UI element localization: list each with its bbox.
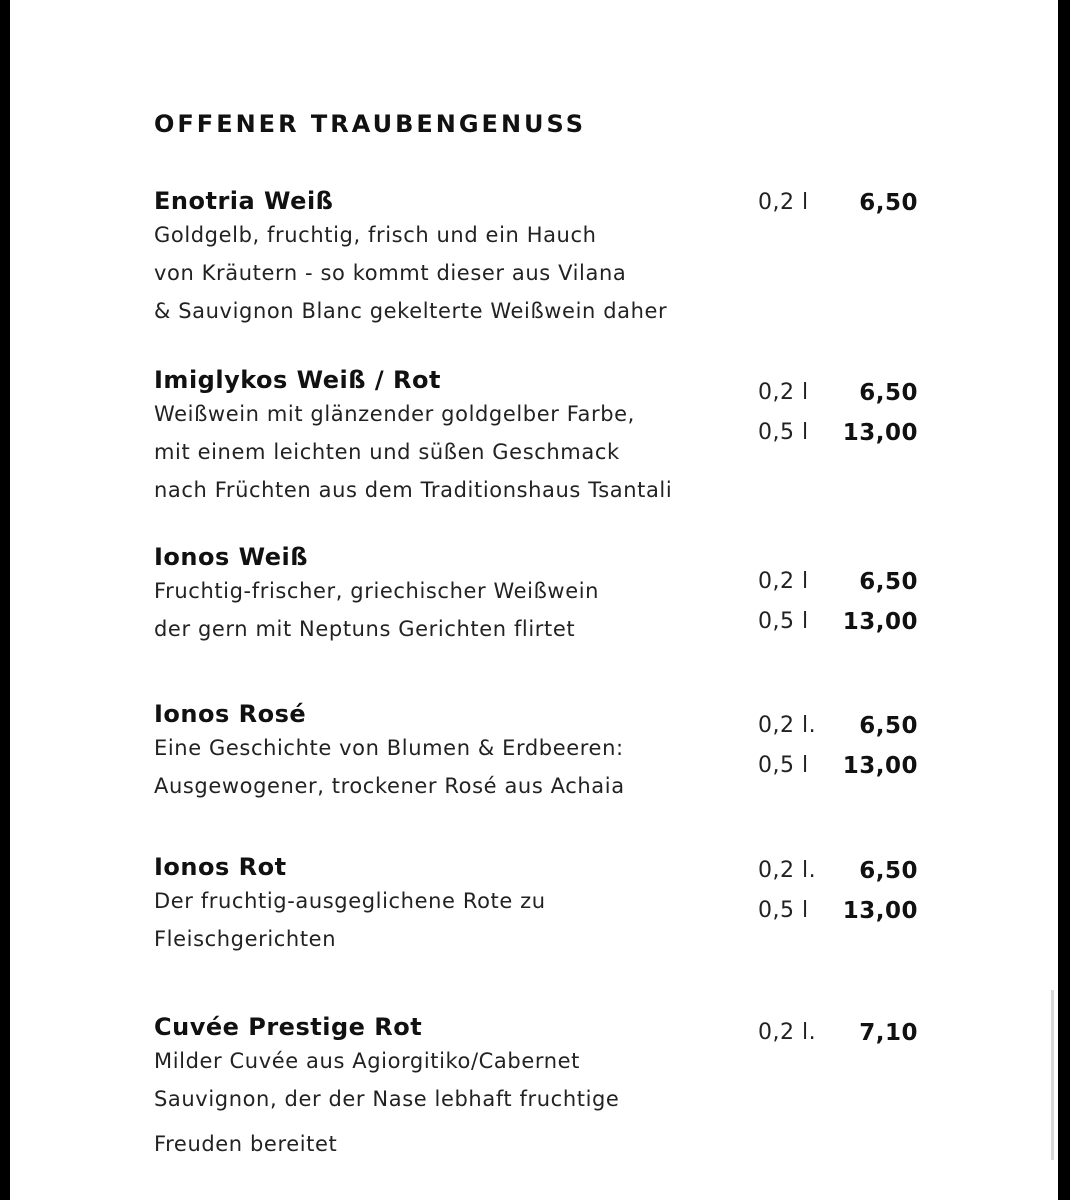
price-quantity: 0,5 l: [758, 609, 809, 634]
description-line: Der fruchtig-ausgeglichene Rote zu: [154, 889, 546, 913]
description-line: Fleischgerichten: [154, 927, 337, 951]
wine-name: Imiglykos Weiß / Rot: [154, 366, 441, 394]
wine-item: [154, 852, 934, 958]
price-row: [758, 190, 918, 230]
price-value: 6,50: [859, 380, 918, 406]
price-row: [758, 380, 918, 420]
description-line: Milder Cuvée aus Agiorgitiko/Cabernet: [154, 1049, 580, 1073]
page-heading: OFFENER TRAUBENGENUSS: [154, 110, 587, 138]
price-value: 6,50: [859, 858, 918, 884]
wine-name: Ionos Rosé: [154, 700, 307, 728]
price-row: [758, 713, 918, 753]
description-line: Freuden bereitet: [154, 1132, 338, 1156]
price-row: [758, 420, 918, 460]
description-line: Weißwein mit glänzender goldgelber Farbe,: [154, 402, 635, 426]
price-value: 6,50: [859, 569, 918, 595]
description-line: von Kräutern - so kommt dieser aus Vilana: [154, 261, 627, 285]
description-line: nach Früchten aus dem Traditionshaus Tsantali: [154, 478, 673, 502]
wine-item: [154, 699, 934, 805]
price-quantity: 0,2 l: [758, 569, 809, 594]
price-quantity: 0,5 l: [758, 753, 809, 778]
menu-page: [10, 0, 1058, 1200]
wine-name: Ionos Rot: [154, 853, 287, 881]
description-line: Sauvignon, der der Nase lebhaft fruchtige: [154, 1087, 620, 1111]
price-quantity: 0,2 l.: [758, 713, 817, 738]
scroll-indicator: [1051, 990, 1054, 1160]
description-line: Fruchtig-frischer, griechischer Weißwein: [154, 579, 600, 603]
price-row: [758, 898, 918, 938]
price-quantity: 0,2 l: [758, 190, 809, 215]
wine-description: [154, 216, 934, 330]
price-quantity: 0,2 l.: [758, 858, 817, 883]
wine-item: [154, 1012, 934, 1163]
description-line: Ausgewogener, trockener Rosé aus Achaia: [154, 774, 625, 798]
price-value: 7,10: [859, 1020, 918, 1046]
price-value: 13,00: [842, 898, 918, 924]
wine-name: Ionos Weiß: [154, 543, 309, 571]
price-quantity: 0,5 l: [758, 420, 809, 445]
description-line: mit einem leichten und süßen Geschmack: [154, 440, 620, 464]
price-row: [758, 1020, 918, 1060]
description-line: der gern mit Neptuns Gerichten flirtet: [154, 617, 576, 641]
price-row: [758, 753, 918, 793]
description-line: Eine Geschichte von Blumen & Erdbeeren:: [154, 736, 624, 760]
wine-name: Cuvée Prestige Rot: [154, 1013, 423, 1041]
price-value: 13,00: [842, 609, 918, 635]
price-value: 6,50: [859, 190, 918, 216]
price-quantity: 0,5 l: [758, 898, 809, 923]
price-value: 13,00: [842, 420, 918, 446]
price-quantity: 0,2 l: [758, 380, 809, 405]
wine-name: Enotria Weiß: [154, 187, 334, 215]
wine-item: [154, 186, 934, 330]
description-line: & Sauvignon Blanc gekelterte Weißwein daher: [154, 299, 668, 323]
description-line: Goldgelb, fruchtig, frisch und ein Hauch: [154, 223, 597, 247]
wine-description: [154, 1042, 934, 1163]
wine-item: [154, 365, 934, 509]
price-row: [758, 569, 918, 609]
price-value: 13,00: [842, 753, 918, 779]
wine-item: [154, 542, 934, 648]
price-row: [758, 609, 918, 649]
price-value: 6,50: [859, 713, 918, 739]
price-quantity: 0,2 l.: [758, 1020, 817, 1045]
price-row: [758, 858, 918, 898]
